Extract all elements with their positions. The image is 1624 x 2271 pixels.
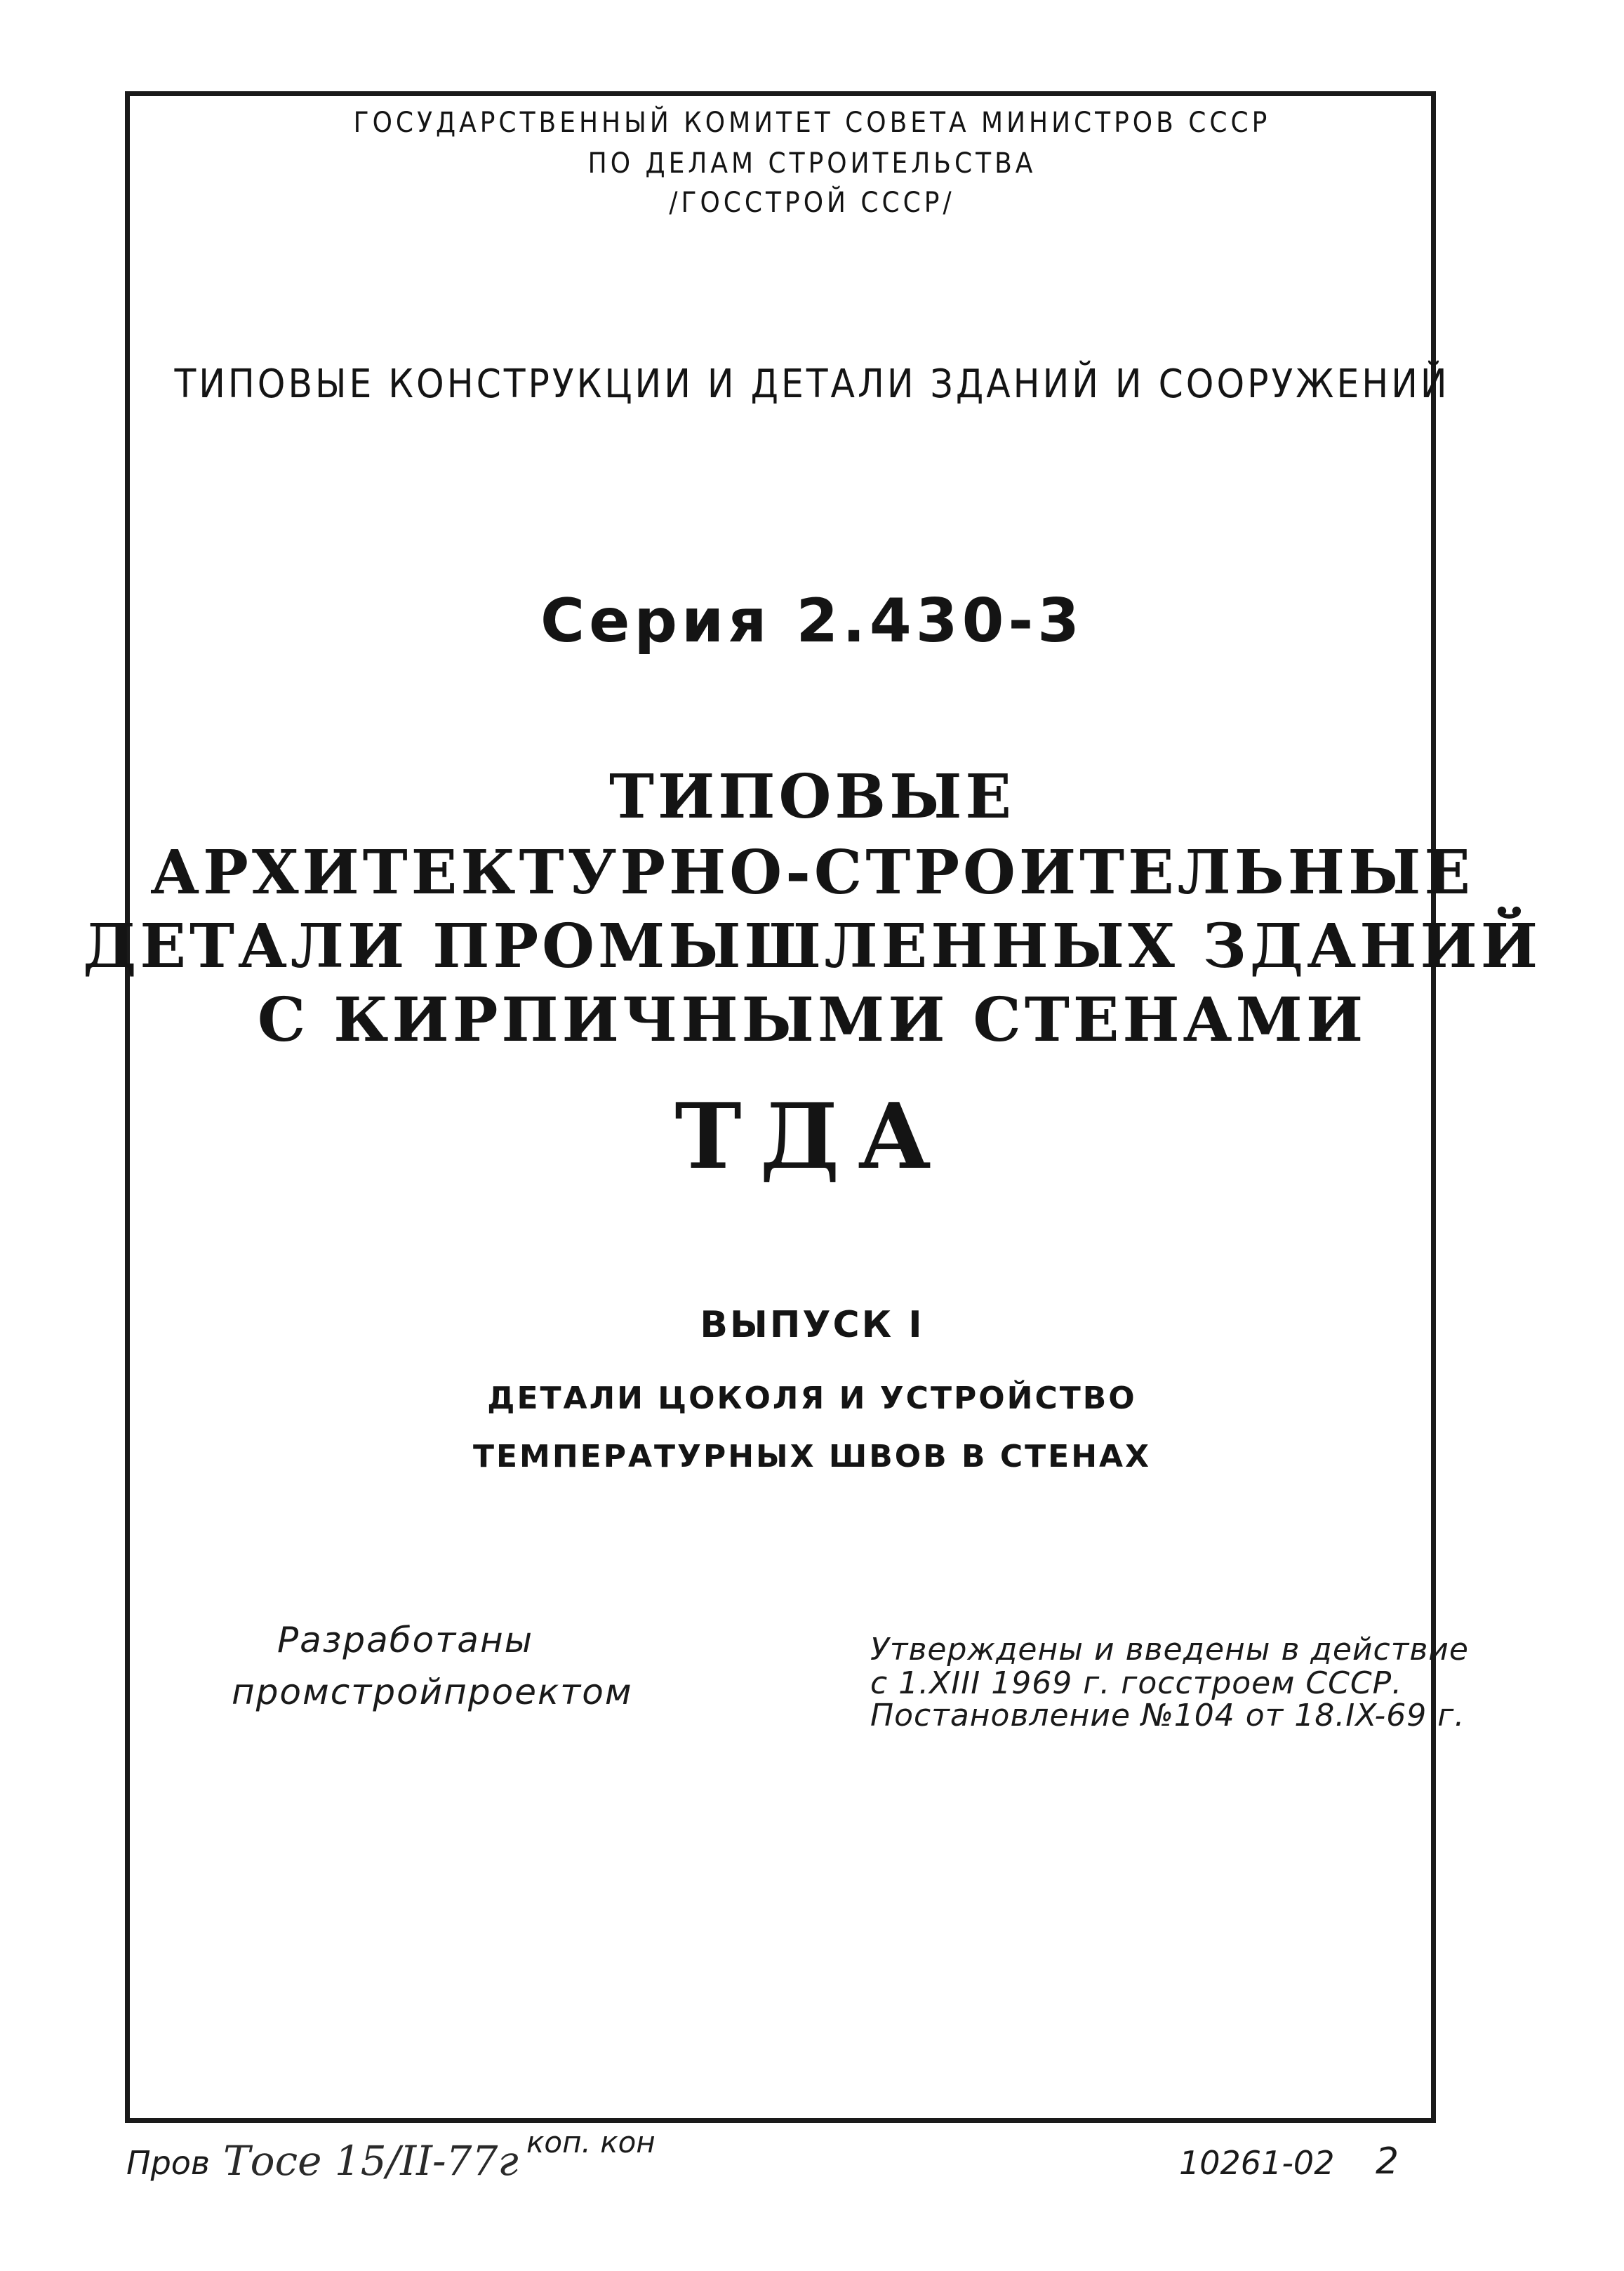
check-signature: Тосе 15/II-77г	[223, 2137, 519, 2185]
copy-label: коп. кон	[526, 2125, 655, 2159]
main-title-line-1: ТИПОВЫЕ	[609, 761, 1015, 832]
main-title-line-2: АРХИТЕКТУРНО-СТРОИТЕЛЬНЫЕ	[150, 837, 1474, 908]
header-line-committee: ГОСУДАРСТВЕННЫЙ КОМИТЕТ СОВЕТА МИНИСТРОВ СССР	[353, 107, 1271, 139]
issue-subtitle-line-1: ДЕТАЛИ ЦОКОЛЯ И УСТРОЙСТВО	[487, 1380, 1137, 1416]
header-line-gosstroy: /ГОССТРОЙ СССР/	[669, 187, 955, 219]
check-label: Пров	[126, 2144, 211, 2182]
header-line-affairs: ПО ДЕЛАМ СТРОИТЕЛЬСТВА	[587, 147, 1037, 180]
collection-title: ТИПОВЫЕ КОНСТРУКЦИИ И ДЕТАЛИ ЗДАНИЙ И СООРУЖЕНИЙ	[174, 361, 1450, 407]
developed-by-organization: промстройпроектом	[232, 1672, 633, 1712]
approval-line-1: Утверждены и введены в действие	[870, 1632, 1469, 1667]
approval-line-2: с 1.XIII 1969 г. госстроем СССР.	[870, 1665, 1403, 1701]
document-number: 10261-02	[1179, 2144, 1335, 2182]
issue-subtitle-line-2: ТЕМПЕРАТУРНЫХ ШВОВ В СТЕНАХ	[472, 1439, 1152, 1474]
series-code: ТДА	[674, 1084, 950, 1190]
main-title-line-4: С КИРПИЧНЫМИ СТЕНАМИ	[257, 985, 1367, 1055]
issue-number: ВЫПУСК I	[700, 1304, 924, 1346]
developed-by-label: Разработаны	[277, 1620, 534, 1660]
series-number: Серия 2.430-3	[540, 586, 1084, 656]
approval-line-3: Постановление №104 от 18.IX-69 г.	[870, 1698, 1465, 1733]
page-number: 2	[1376, 2140, 1399, 2183]
main-title-line-3: ДЕТАЛИ ПРОМЫШЛЕННЫХ ЗДАНИЙ	[82, 911, 1542, 982]
